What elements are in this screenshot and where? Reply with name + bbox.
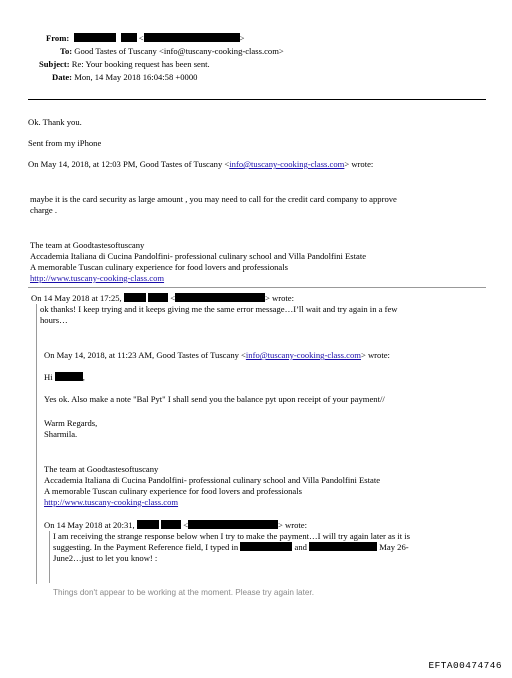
website-link[interactable]: http://www.tuscany-cooking-class.com [30,273,165,283]
quote4-intro-pre: On 14 May 2018 at 20:31, [44,520,135,530]
redaction [74,33,116,42]
redaction [148,293,168,302]
quote2-intro [31,293,294,304]
quote4-text-and: and [294,542,307,552]
redaction [309,542,377,551]
redaction [240,542,292,551]
regards-block [44,418,97,440]
quote4-text-line2 [53,542,409,553]
quote3-intro-pre: On May 14, 2018, at 11:23 AM, Good Tastes of Tuscany < [44,350,246,360]
subject-row [39,59,210,70]
school-line: Accademia Italiana di Cucina Pandolfini- professional culinary school and Villa Pandolfini Estate [44,475,381,485]
quote-bar-2 [49,531,50,583]
signature-text: Sent from my iPhone [28,138,102,148]
to-label: To: [60,46,73,56]
reply-text: Ok. Thank you. [28,117,82,127]
quote3-intro [44,350,390,361]
redaction [161,520,181,529]
from-lt: < [138,33,144,43]
quote4-text-a: suggesting. In the Payment Reference field, I typed in [53,542,239,552]
from-gt: > [239,33,245,43]
greeting-end: , [82,372,85,382]
from-row [46,33,244,44]
header-divider [28,99,486,100]
quote4-text-b: May 26- [379,542,409,552]
redaction [175,293,265,302]
signoff: Sharmila. [44,429,78,439]
redaction [124,293,146,302]
quote1-intro [28,159,373,170]
team-line: The team at Goodtastesoftuscany [30,240,145,250]
quote4-intro [44,520,307,531]
redaction [188,520,278,529]
note-line: Yes ok. Also make a note "Bal Pyt" I shall send you the balance pyt upon receipt of your payment// [44,394,385,404]
quote2-intro-lt: < [170,293,176,303]
school-line: Accademia Italiana di Cucina Pandolfini- professional culinary school and Villa Pandolfini Estate [30,251,367,261]
team-line: The team at Goodtastesoftuscany [44,464,159,474]
quote1-intro-post: > wrote: [344,159,374,169]
document-id: EFTA00474746 [428,660,502,671]
greeting: Hi [44,372,53,382]
date-row [52,72,197,83]
email-link[interactable]: info@tuscany-cooking-class.com [245,350,361,360]
to-value: Good Tastes of Tuscany <info@tuscany-cooking-class.com> [74,46,284,56]
to-row [60,46,284,57]
subject-label: Subject: [39,59,70,69]
quote4-text-line1: I am receiving the strange response below when I try to make the payment…I will try again later as it is [53,531,411,541]
signature-divider [28,287,486,288]
quote4-intro-lt: < [183,520,189,530]
email-link[interactable]: info@tuscany-cooking-class.com [229,159,345,169]
date-label: Date: [52,72,73,82]
quote1-text-line2: charge . [30,205,58,215]
quote-bar-1 [36,304,37,584]
date-value: Mon, 14 May 2018 16:04:58 +0000 [74,72,198,82]
quote2-text-line1: ok thanks! I keep trying and it keeps giving me the same error message…I’ll wait and try again in a few [40,304,398,314]
subject-value: Re: Your booking request has been sent. [71,59,210,69]
redaction [144,33,240,42]
quote3-intro-post: > wrote: [360,350,390,360]
regards: Warm Regards, [44,418,98,428]
redaction [55,372,83,381]
from-label: From: [46,33,70,43]
team-signature-2 [44,464,380,508]
team-signature-1 [30,240,366,284]
quote1-text-line1: maybe it is the card security as large amount , you may need to call for the credit card company to approve [30,194,397,204]
experience-line: A memorable Tuscan culinary experience for food lovers and professionals [30,262,288,272]
quote1-intro-pre: On May 14, 2018, at 12:03 PM, Good Tastes of Tuscany < [28,159,230,169]
error-message: Things don't appear to be working at the moment. Please try again later. [53,588,314,597]
greeting-row [44,372,85,383]
experience-line: A memorable Tuscan culinary experience for food lovers and professionals [44,486,302,496]
redaction [137,520,159,529]
redaction [121,33,137,42]
quote2-intro-pre: On 14 May 2018 at 17:25, [31,293,122,303]
quote4-intro-post: > wrote: [278,520,307,530]
quote2-intro-post: > wrote: [265,293,294,303]
quote4-text-line3: June2…just to let you know! : [53,553,158,563]
quote2-text-line2: hours… [40,315,68,325]
website-link[interactable]: http://www.tuscany-cooking-class.com [44,497,179,507]
